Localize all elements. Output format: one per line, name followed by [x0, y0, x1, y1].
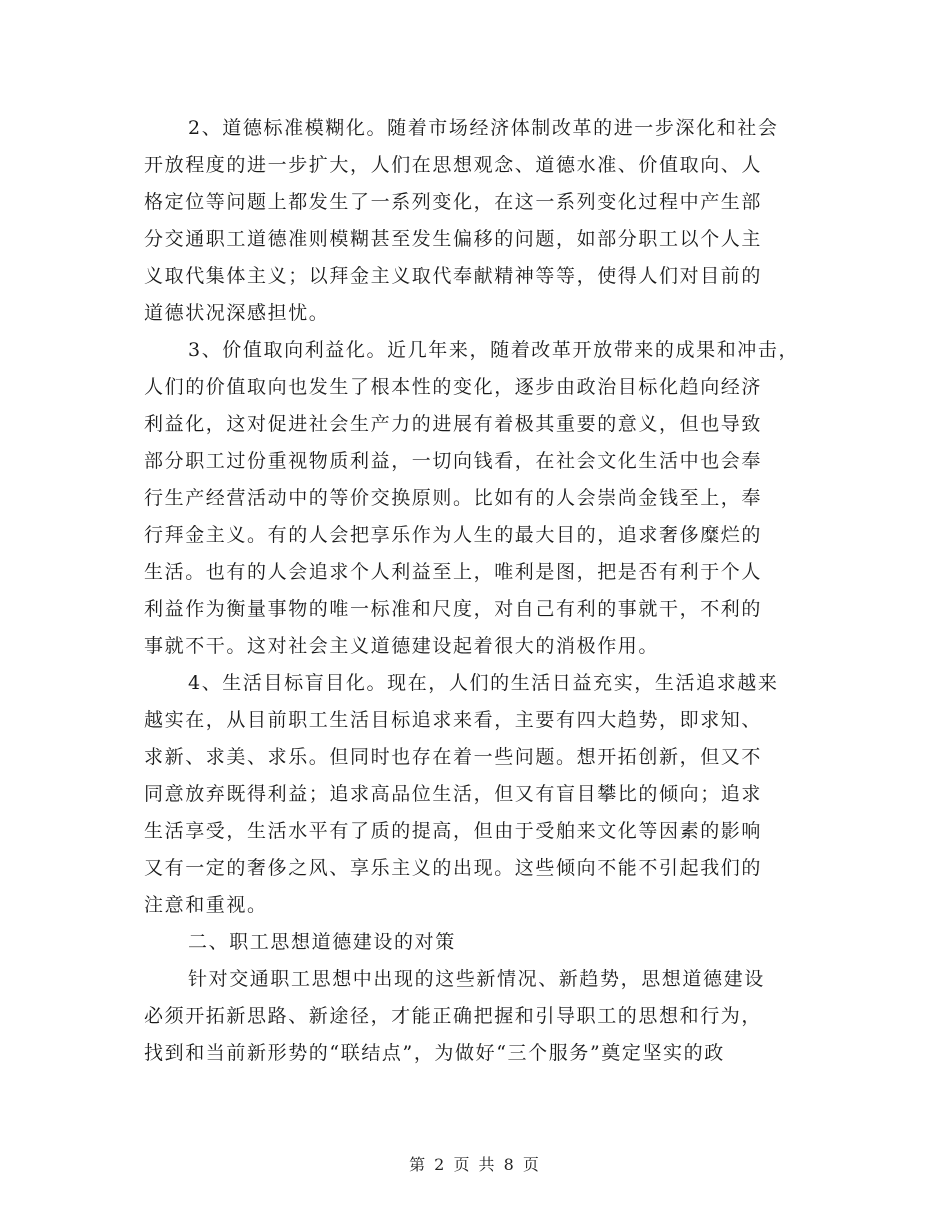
text-line: 生活享受，生活水平有了质的提高，但由于受舶来文化等因素的影响: [144, 820, 763, 842]
text-line: 分交通职工道德准则模糊甚至发生偏移的问题，如部分职工以个人主: [144, 228, 763, 250]
text-line: 利益作为衡量事物的唯一标准和尺度，对自己有利的事就干，不利的: [144, 598, 763, 620]
paragraph-value-orientation: [144, 332, 824, 665]
page-number-footer: 第 2 页 共 8 页: [409, 1155, 541, 1174]
text-line: 找到和当前新形势的“联结点”，为做好“三个服务”奠定坚实的政: [144, 1042, 725, 1064]
text-line: 必须开拓新思路、新途径，才能正确把握和引导职工的思想和行为，: [144, 1005, 763, 1027]
text-line: 生活。也有的人会追求个人利益至上，唯利是图，把是否有利于个人: [144, 561, 763, 583]
text-line: 义取代集体主义；以拜金主义取代奉献精神等等，使得人们对目前的: [144, 265, 763, 287]
text-line: 人们的价值取向也发生了根本性的变化，逐步由政治目标化趋向经济: [144, 376, 763, 398]
text-line: 格定位等问题上都发生了一系列变化，在这一系列变化过程中产生部: [144, 191, 763, 213]
text-line: 行拜金主义。有的人会把享乐作为人生的最大目的，追求奢侈糜烂的: [144, 524, 763, 546]
text-line: 4、生活目标盲目化。现在，人们的生活日益充实，生活追求越来: [188, 672, 779, 694]
text-line: 利益化，这对促进社会生产力的进展有着极其重要的意义，但也导致: [144, 413, 763, 435]
paragraph-life-goals: [144, 665, 824, 924]
text-line: 道德状况深感担忧。: [144, 302, 330, 324]
text-line: 2、道德标准模糊化。随着市场经济体制改革的进一步深化和社会: [188, 117, 779, 139]
text-line: 行生产经营活动中的等价交换原则。比如有的人会崇尚金钱至上，奉: [144, 487, 763, 509]
text-line: 部分职工过份重视物质利益，一切向钱看，在社会文化生活中也会奉: [144, 450, 763, 472]
section-heading-text: 二、职工思想道德建设的对策: [188, 931, 456, 953]
text-line: 同意放弃既得利益；追求高品位生活，但又有盲目攀比的倾向；追求: [144, 783, 763, 805]
document-body: [144, 110, 824, 1072]
text-line: 又有一定的奢侈之风、享乐主义的出现。这些倾向不能不引起我们的: [144, 857, 763, 879]
text-line: 求新、求美、求乐。但同时也存在着一些问题。想开拓创新，但又不: [144, 746, 763, 768]
text-line: 针对交通职工思想中出现的这些新情况、新趋势，思想道德建设: [188, 968, 765, 990]
text-line: 开放程度的进一步扩大，人们在思想观念、道德水准、价值取向、人: [144, 154, 763, 176]
paragraph-countermeasures: [144, 961, 824, 1072]
text-line: 越实在，从目前职工生活目标追求来看，主要有四大趋势，即求知、: [144, 709, 763, 731]
text-line: 事就不干。这对社会主义道德建设起着很大的消极作用。: [144, 635, 660, 657]
text-line: 3、价值取向利益化。近几年来，随着改革开放带来的成果和冲击，: [188, 339, 800, 361]
section-heading: [144, 924, 824, 961]
text-line: 注意和重视。: [144, 894, 268, 916]
paragraph-moral-standards: [144, 110, 824, 332]
